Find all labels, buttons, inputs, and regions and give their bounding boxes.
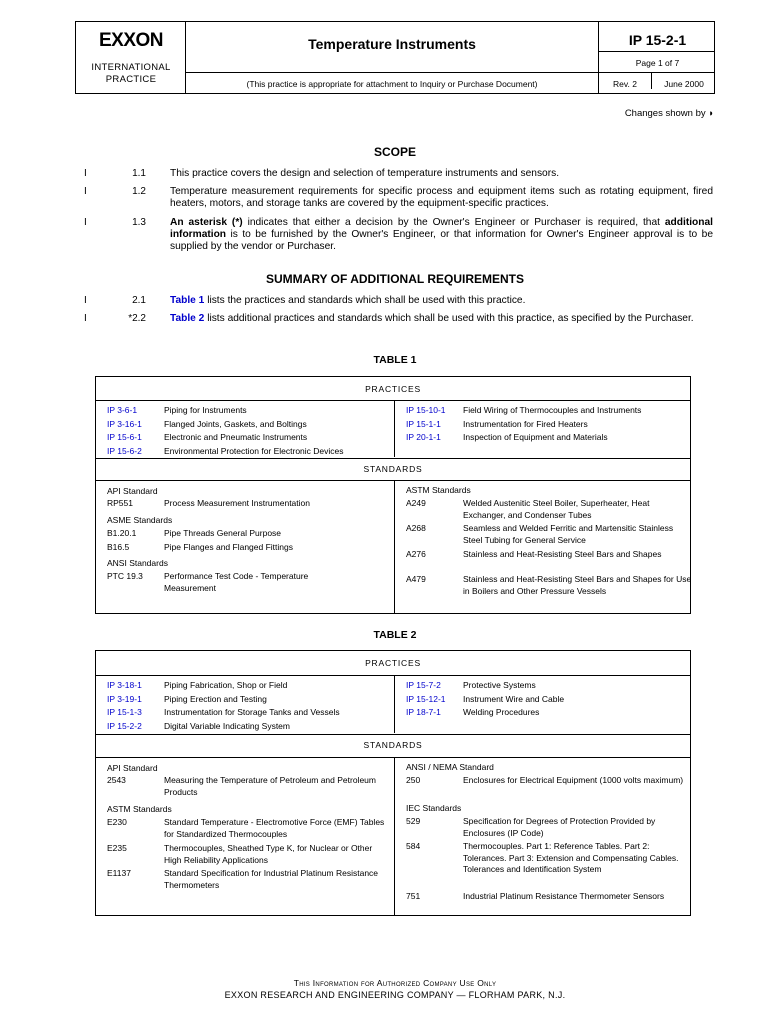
practice-code[interactable]: IP 15-7-2: [406, 680, 441, 690]
standard-code: 751: [406, 891, 421, 901]
standard-desc: Standard Specification for Industrial Platinum Resistance Thermometers: [164, 868, 379, 890]
table-1-link[interactable]: Table 1: [170, 295, 205, 306]
standard-desc: Pipe Flanges and Flanged Fittings: [164, 542, 293, 552]
table-row: [406, 679, 536, 693]
table-2-title: TABLE 2: [373, 629, 417, 641]
standard-desc: Measuring the Temperature of Petroleum and Petroleum Products: [164, 775, 376, 797]
text-run: indicates that either a decision by the Owner's Engineer or Purchaser is required, that: [242, 217, 665, 228]
summary-heading: SUMMARY OF ADDITIONAL REQUIREMENTS: [265, 272, 524, 286]
table-row: [406, 404, 641, 418]
standard-row: [406, 891, 691, 915]
standard-row: [406, 498, 691, 522]
practice-label-line2: PRACTICE: [105, 74, 157, 85]
table-row: [107, 418, 307, 432]
practice-code[interactable]: IP 20-1-1: [406, 432, 441, 442]
table-row: [107, 404, 247, 418]
standard-desc: Specification for Degrees of Protection Provided by Enclosures (IP Code): [463, 816, 656, 838]
standard-code: E235: [107, 843, 127, 853]
table-2-link[interactable]: Table 2: [170, 313, 205, 324]
paragraph-number: 1.1: [132, 168, 146, 179]
standard-row: [107, 527, 281, 541]
table-row: [406, 418, 588, 432]
practice-desc: Piping Erection and Testing: [164, 693, 267, 704]
practice-desc: Electronic and Pneumatic Instruments: [164, 432, 308, 442]
standard-desc: Stainless and Heat-Resisting Steel Bars and Shapes for Use in Boilers and Other Pressure Vessels: [463, 574, 692, 596]
practice-code[interactable]: IP 3-16-1: [107, 418, 142, 429]
standard-desc: Pipe Threads General Purpose: [164, 528, 282, 538]
group-label: API Standard: [107, 486, 158, 496]
standard-desc: Thermocouples, Sheathed Type K, for Nuclear or Other High Reliability Applications: [164, 843, 373, 865]
standard-row: [406, 549, 691, 573]
practice-code[interactable]: IP 18-7-1: [406, 707, 441, 717]
standard-desc: Process Measurement Instrumentation: [164, 498, 310, 508]
exxon-logo: EXXON: [98, 30, 164, 51]
table-row: [107, 693, 267, 707]
change-mark: I: [84, 217, 87, 228]
document-title: Temperature Instruments: [308, 36, 476, 52]
footer-company: EXXON RESEARCH AND ENGINEERING COMPANY — FLORHAM PARK, N.J.: [224, 990, 566, 1000]
text-run: is to be furnished by the Owner's Engineer, or that information for Owner's Engineer approval is to be supplied by the vendor or Purchaser.: [170, 229, 713, 253]
standard-desc: Thermocouples. Part 1: Reference Tables. Part 2: Tolerances. Part 3: Extension and Compensating Cables. Tolerances and Identification System: [463, 841, 679, 874]
standard-code: B1.20.1: [107, 528, 137, 538]
paragraph-text: [170, 217, 713, 254]
change-mark: I: [84, 168, 87, 179]
header-left-cell: [76, 22, 186, 93]
standard-code: E230: [107, 817, 127, 827]
practice-code[interactable]: IP 15-12-1: [406, 693, 446, 704]
practice-code[interactable]: IP 15-1-3: [107, 707, 142, 717]
standard-row: [107, 817, 392, 841]
practice-code[interactable]: IP 15-6-2: [107, 445, 142, 456]
revision: Rev. 2: [613, 79, 637, 89]
practice-desc: Field Wiring of Thermocouples and Instruments: [463, 405, 642, 415]
standard-row: [107, 775, 392, 799]
document-note: (This practice is appropriate for attachment to Inquiry or Purchase Document): [246, 79, 538, 89]
table-row: [107, 679, 287, 693]
standard-code: B16.5: [107, 542, 130, 552]
standard-row: [406, 775, 691, 799]
footer-restriction: This Information for Authorized Company Use Only: [293, 978, 497, 988]
paragraph-text: This practice covers the design and selection of temperature instruments and sensors.: [170, 168, 560, 179]
table-row: [107, 431, 307, 445]
practice-desc: Environmental Protection for Electronic Devices: [164, 445, 344, 456]
standard-row: [107, 541, 293, 555]
practice-desc: Instrument Wire and Cable: [463, 693, 565, 704]
paragraph-number: 1.3: [132, 217, 146, 228]
standard-row: [406, 841, 691, 889]
practice-desc: Piping for Instruments: [164, 405, 247, 415]
table-row: [107, 706, 340, 720]
table-row: [107, 720, 290, 734]
standards-label: STANDARDS: [363, 740, 423, 750]
standard-desc: Performance Test Code - Temperature Measurement: [164, 571, 309, 593]
group-label: API Standard: [107, 763, 158, 773]
group-label: ASTM Standards: [107, 804, 172, 814]
practice-desc: Digital Variable Indicating System: [164, 720, 290, 731]
changes-note: Changes shown by ◗: [624, 108, 714, 119]
standard-code: A249: [406, 498, 426, 508]
header-divider: [186, 72, 598, 73]
document-header: [75, 21, 715, 94]
practice-label: [76, 62, 186, 86]
group-label: ANSI Standards: [107, 558, 168, 568]
table-row: [406, 431, 608, 445]
table-row: [406, 706, 539, 720]
paragraph-number: 1.2: [132, 186, 146, 197]
paragraph-number: *2.2: [128, 313, 146, 324]
change-mark: I: [84, 313, 87, 324]
standard-code: 2543: [107, 775, 126, 785]
table-row: [107, 445, 344, 459]
practice-desc: Piping Fabrication, Shop or Field: [164, 680, 288, 690]
practices-label: PRACTICES: [365, 658, 421, 668]
table-2: [95, 650, 691, 916]
standard-code: 584: [406, 841, 421, 851]
revision-date: June 2000: [651, 73, 716, 89]
table-row: [406, 693, 564, 707]
group-label: ANSI / NEMA Standard: [406, 762, 494, 772]
practice-desc: Inspection of Equipment and Materials: [463, 432, 608, 442]
standard-code: 529: [406, 816, 421, 826]
standard-row: [107, 868, 392, 892]
practice-desc: Protective Systems: [463, 680, 536, 690]
bold-phrase: An asterisk (*): [170, 217, 243, 228]
group-label: ASTM Standards: [406, 485, 471, 495]
practice-label-line1: INTERNATIONAL: [91, 62, 171, 73]
standard-row: [406, 816, 691, 840]
group-label: ASME Standards: [107, 515, 173, 525]
text-run: lists additional practices and standards which shall be used with this practice, as specified by the Purchaser.: [204, 313, 694, 324]
standard-desc: Standard Temperature - Electromotive Force (EMF) Tables for Standardized Thermocouples: [164, 817, 385, 839]
standard-row: [107, 571, 392, 595]
document-number: IP 15-2-1: [628, 32, 687, 48]
change-mark: I: [84, 295, 87, 306]
standard-desc: Seamless and Welded Ferritic and Martensitic Stainless Steel Tubing for General Service: [463, 523, 674, 545]
table-1: [95, 376, 691, 614]
practice-code[interactable]: IP 15-10-1: [406, 405, 446, 415]
group-label: IEC Standards: [406, 803, 462, 813]
practice-code[interactable]: IP 15-6-1: [107, 432, 142, 442]
standard-code: A268: [406, 523, 426, 533]
standard-code: E1137: [107, 868, 131, 878]
standard-row: [406, 523, 691, 547]
paragraph-text: [170, 313, 713, 325]
practice-desc: Instrumentation for Fired Heaters: [463, 418, 588, 429]
paragraph-number: 2.1: [132, 295, 146, 306]
standard-desc: Welded Austenitic Steel Boiler, Superheater, Heat Exchanger, and Condenser Tubes: [463, 498, 650, 520]
practice-code[interactable]: IP 15-1-1: [406, 418, 441, 429]
standard-desc: Industrial Platinum Resistance Thermometer Sensors: [463, 891, 665, 901]
standards-label: STANDARDS: [363, 464, 423, 474]
paragraph-text: [170, 295, 713, 307]
table-1-title: TABLE 1: [373, 354, 417, 366]
standard-code: 250: [406, 775, 421, 785]
standard-row: [107, 497, 310, 511]
practice-code[interactable]: IP 3-6-1: [107, 405, 138, 415]
page-number: Page 1 of 7: [635, 58, 680, 68]
standard-code: A479: [406, 574, 426, 584]
standard-row: [107, 843, 392, 867]
standard-row: [406, 574, 691, 610]
text-run: lists the practices and standards which shall be used with this practice.: [204, 295, 526, 306]
practice-code[interactable]: IP 15-2-2: [107, 720, 142, 731]
bold-phrase: additional information: [170, 217, 713, 241]
standard-desc: Enclosures for Electrical Equipment (1000 volts maximum): [463, 775, 684, 785]
practice-code[interactable]: IP 3-18-1: [107, 680, 142, 690]
standard-code: RP551: [107, 498, 133, 508]
paragraph-text: Temperature measurement requirements for specific process and equipment items such as rotating equipment, fired heaters, motors, and storage tanks are covered by the equipment-specific practices.: [170, 186, 713, 210]
scope-heading: SCOPE: [373, 145, 416, 159]
practice-desc: Welding Procedures: [463, 707, 540, 717]
practice-code[interactable]: IP 3-19-1: [107, 693, 142, 704]
practice-desc: Flanged Joints, Gaskets, and Boltings: [164, 418, 307, 429]
standard-code: PTC 19.3: [107, 571, 143, 581]
standard-code: A276: [406, 549, 426, 559]
header-right-cell: [598, 22, 715, 93]
practice-desc: Instrumentation for Storage Tanks and Vessels: [164, 707, 340, 717]
standard-desc: Stainless and Heat-Resisting Steel Bars and Shapes: [463, 549, 662, 559]
practices-label: PRACTICES: [365, 384, 421, 394]
change-mark: I: [84, 186, 87, 197]
